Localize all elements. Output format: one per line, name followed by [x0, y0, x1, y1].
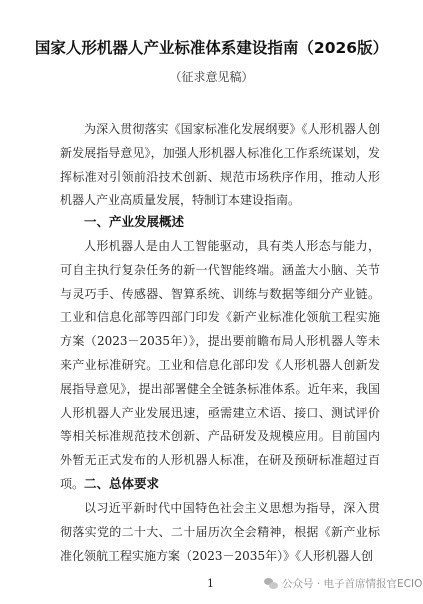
wechat-watermark [264, 576, 422, 591]
section-heading-requirements: 二、总体要求 [84, 476, 160, 491]
page-number: 1 [207, 577, 214, 590]
section-heading-overview: 一、产业发展概述 [84, 214, 185, 229]
watermark-text: 公众号 · 电子首席情报官ECIO [282, 578, 423, 590]
overview-paragraph: 人形机器人是由人工智能驱动，具有类人形态与能力，可自主执行复杂任务的新一代智能终端。涵盖大小脑、关节与灵巧手、传感器、智算系统、训练与数据等细分产业链。工业和信息化部等四部门印发《新产业标准化领航工程实施方案（2023－2035年）》，提出要前瞻布局人形机器人等未来产业标准研究。工业和信息化部印发《人形机器人创新发展指导意见》，提出部署健全全链条标准体系。近年来，我国人形机器人产业发展迅速，亟需建立术语、接口、测试评价等相关标准规范技术创新、产品研发及规模应用。目前国内外暂无正式发布的人形机器人标准，在研及预研标准超过百项。 [60, 239, 380, 491]
intro-paragraph: 为深入贯彻落实《国家标准化发展纲要》《人形机器人创新发展指导意见》，加强人形机器人标准化工作系统谋划，发挥标准对引领前沿技术创新、规范市场秩序作用，推动人形机器人产业高质量发展，特制订本建设指南。 [60, 122, 380, 208]
requirements-paragraph: 以习近平新时代中国特色社会主义思想为指导，深入贯彻落实党的二十大、二十届历次全会精神，根据《新产业标准化领航工程实施方案（2023－2035年）》《人形机器人创 [60, 501, 380, 563]
document-title: 国家人形机器人产业标准体系建设指南（2026版） [34, 39, 389, 57]
document-subtitle: （征求意见稿） [169, 70, 254, 84]
wechat-icon [264, 578, 278, 590]
